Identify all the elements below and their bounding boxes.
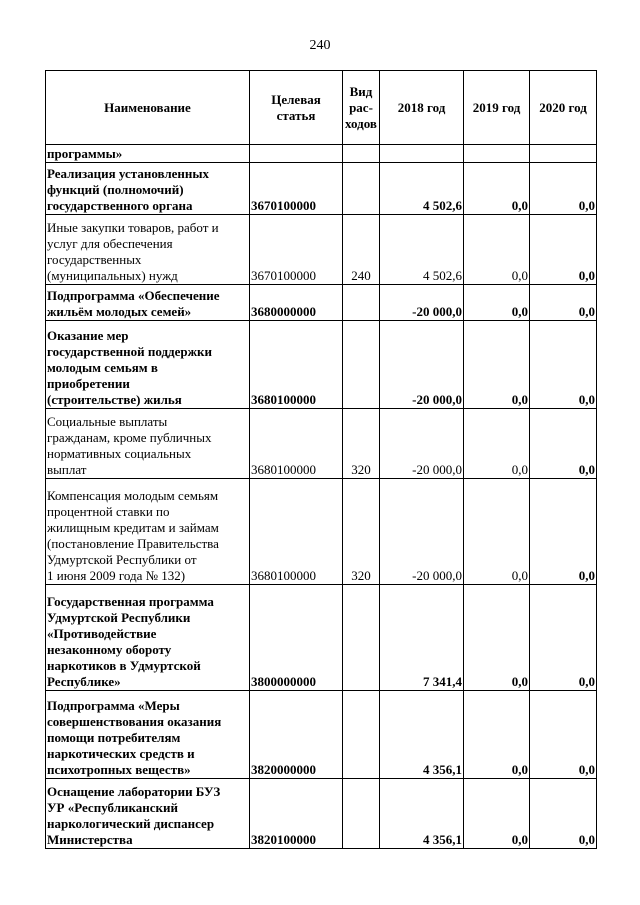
table-row [46, 691, 597, 779]
row-2018-value: 4 356,1 [380, 779, 464, 849]
row-expense-type [343, 585, 380, 691]
row-2018-value: -20 000,0 [380, 479, 464, 585]
row-target-code: 3670100000 [250, 215, 343, 285]
table-row [46, 409, 597, 479]
table-header-row [46, 71, 597, 145]
row-name: Подпрограмма «Меры совершенствования оказания помощи потребителям наркотических средств и психотропных веществ» [46, 691, 250, 779]
row-2020-value: 0,0 [530, 691, 597, 779]
row-name: программы» [46, 145, 250, 163]
budget-table [45, 70, 597, 849]
row-2019-value: 0,0 [464, 163, 530, 215]
table-row [46, 145, 597, 163]
row-2019-value: 0,0 [464, 691, 530, 779]
row-2020-value: 0,0 [530, 285, 597, 321]
row-expense-type [343, 321, 380, 409]
row-2020-value [530, 145, 597, 163]
row-expense-type [343, 145, 380, 163]
row-name: Оснащение лаборатории БУЗ УР «Республиканский наркологический диспансер Министерства [46, 779, 250, 849]
row-expense-type [343, 779, 380, 849]
row-expense-type [343, 285, 380, 321]
header-code: Целевая статья [250, 71, 343, 145]
row-2018-value: -20 000,0 [380, 409, 464, 479]
row-2020-value: 0,0 [530, 215, 597, 285]
row-2019-value: 0,0 [464, 285, 530, 321]
row-2020-value: 0,0 [530, 321, 597, 409]
row-target-code: 3670100000 [250, 163, 343, 215]
row-target-code: 3680000000 [250, 285, 343, 321]
row-name: Иные закупки товаров, работ и услуг для обеспечения государственных (муниципальных) нужд [46, 215, 250, 285]
row-2019-value: 0,0 [464, 585, 530, 691]
row-name: Подпрограмма «Обеспечение жильём молодых семей» [46, 285, 250, 321]
table-body [46, 145, 597, 849]
table-row [46, 479, 597, 585]
row-expense-type: 240 [343, 215, 380, 285]
table-row [46, 321, 597, 409]
table-row [46, 215, 597, 285]
row-target-code: 3680100000 [250, 409, 343, 479]
table-row [46, 285, 597, 321]
table-row [46, 779, 597, 849]
row-2019-value: 0,0 [464, 409, 530, 479]
header-type: Вид рас-ходов [343, 71, 380, 145]
row-expense-type: 320 [343, 409, 380, 479]
row-2020-value: 0,0 [530, 479, 597, 585]
row-target-code: 3800000000 [250, 585, 343, 691]
row-name: Компенсация молодым семьям процентной ставки по жилищным кредитам и займам (постановление Правительства Удмуртской Республики от 1 июня 2009 года № 132) [46, 479, 250, 585]
row-target-code: 3820000000 [250, 691, 343, 779]
row-target-code: 3680100000 [250, 479, 343, 585]
row-target-code: 3680100000 [250, 321, 343, 409]
table-row [46, 163, 597, 215]
row-2020-value: 0,0 [530, 779, 597, 849]
row-expense-type [343, 691, 380, 779]
header-2019: 2019 год [464, 71, 530, 145]
row-expense-type [343, 163, 380, 215]
row-2019-value: 0,0 [464, 321, 530, 409]
header-name: Наименование [46, 71, 250, 145]
row-2019-value: 0,0 [464, 479, 530, 585]
page-number: 240 [309, 38, 331, 53]
row-2019-value: 0,0 [464, 215, 530, 285]
row-target-code: 3820100000 [250, 779, 343, 849]
row-name: Реализация установленных функций (полномочий) государственного органа [46, 163, 250, 215]
row-2018-value: 7 341,4 [380, 585, 464, 691]
row-2018-value [380, 145, 464, 163]
header-2020: 2020 год [530, 71, 597, 145]
row-2019-value [464, 145, 530, 163]
table-row [46, 585, 597, 691]
row-2018-value: 4 356,1 [380, 691, 464, 779]
row-target-code [250, 145, 343, 163]
row-2018-value: 4 502,6 [380, 215, 464, 285]
row-2018-value: 4 502,6 [380, 163, 464, 215]
row-name: Государственная программа Удмуртской Республики «Противодействие незаконному обороту наркотиков в Удмуртской Республике» [46, 585, 250, 691]
row-name: Оказание мер государственной поддержки молодым семьям в приобретении (строительстве) жилья [46, 321, 250, 409]
row-2020-value: 0,0 [530, 163, 597, 215]
row-2020-value: 0,0 [530, 585, 597, 691]
row-2018-value: -20 000,0 [380, 321, 464, 409]
row-2019-value: 0,0 [464, 779, 530, 849]
row-2018-value: -20 000,0 [380, 285, 464, 321]
row-name: Социальные выплаты гражданам, кроме публичных нормативных социальных выплат [46, 409, 250, 479]
header-2018: 2018 год [380, 71, 464, 145]
row-2020-value: 0,0 [530, 409, 597, 479]
row-expense-type: 320 [343, 479, 380, 585]
